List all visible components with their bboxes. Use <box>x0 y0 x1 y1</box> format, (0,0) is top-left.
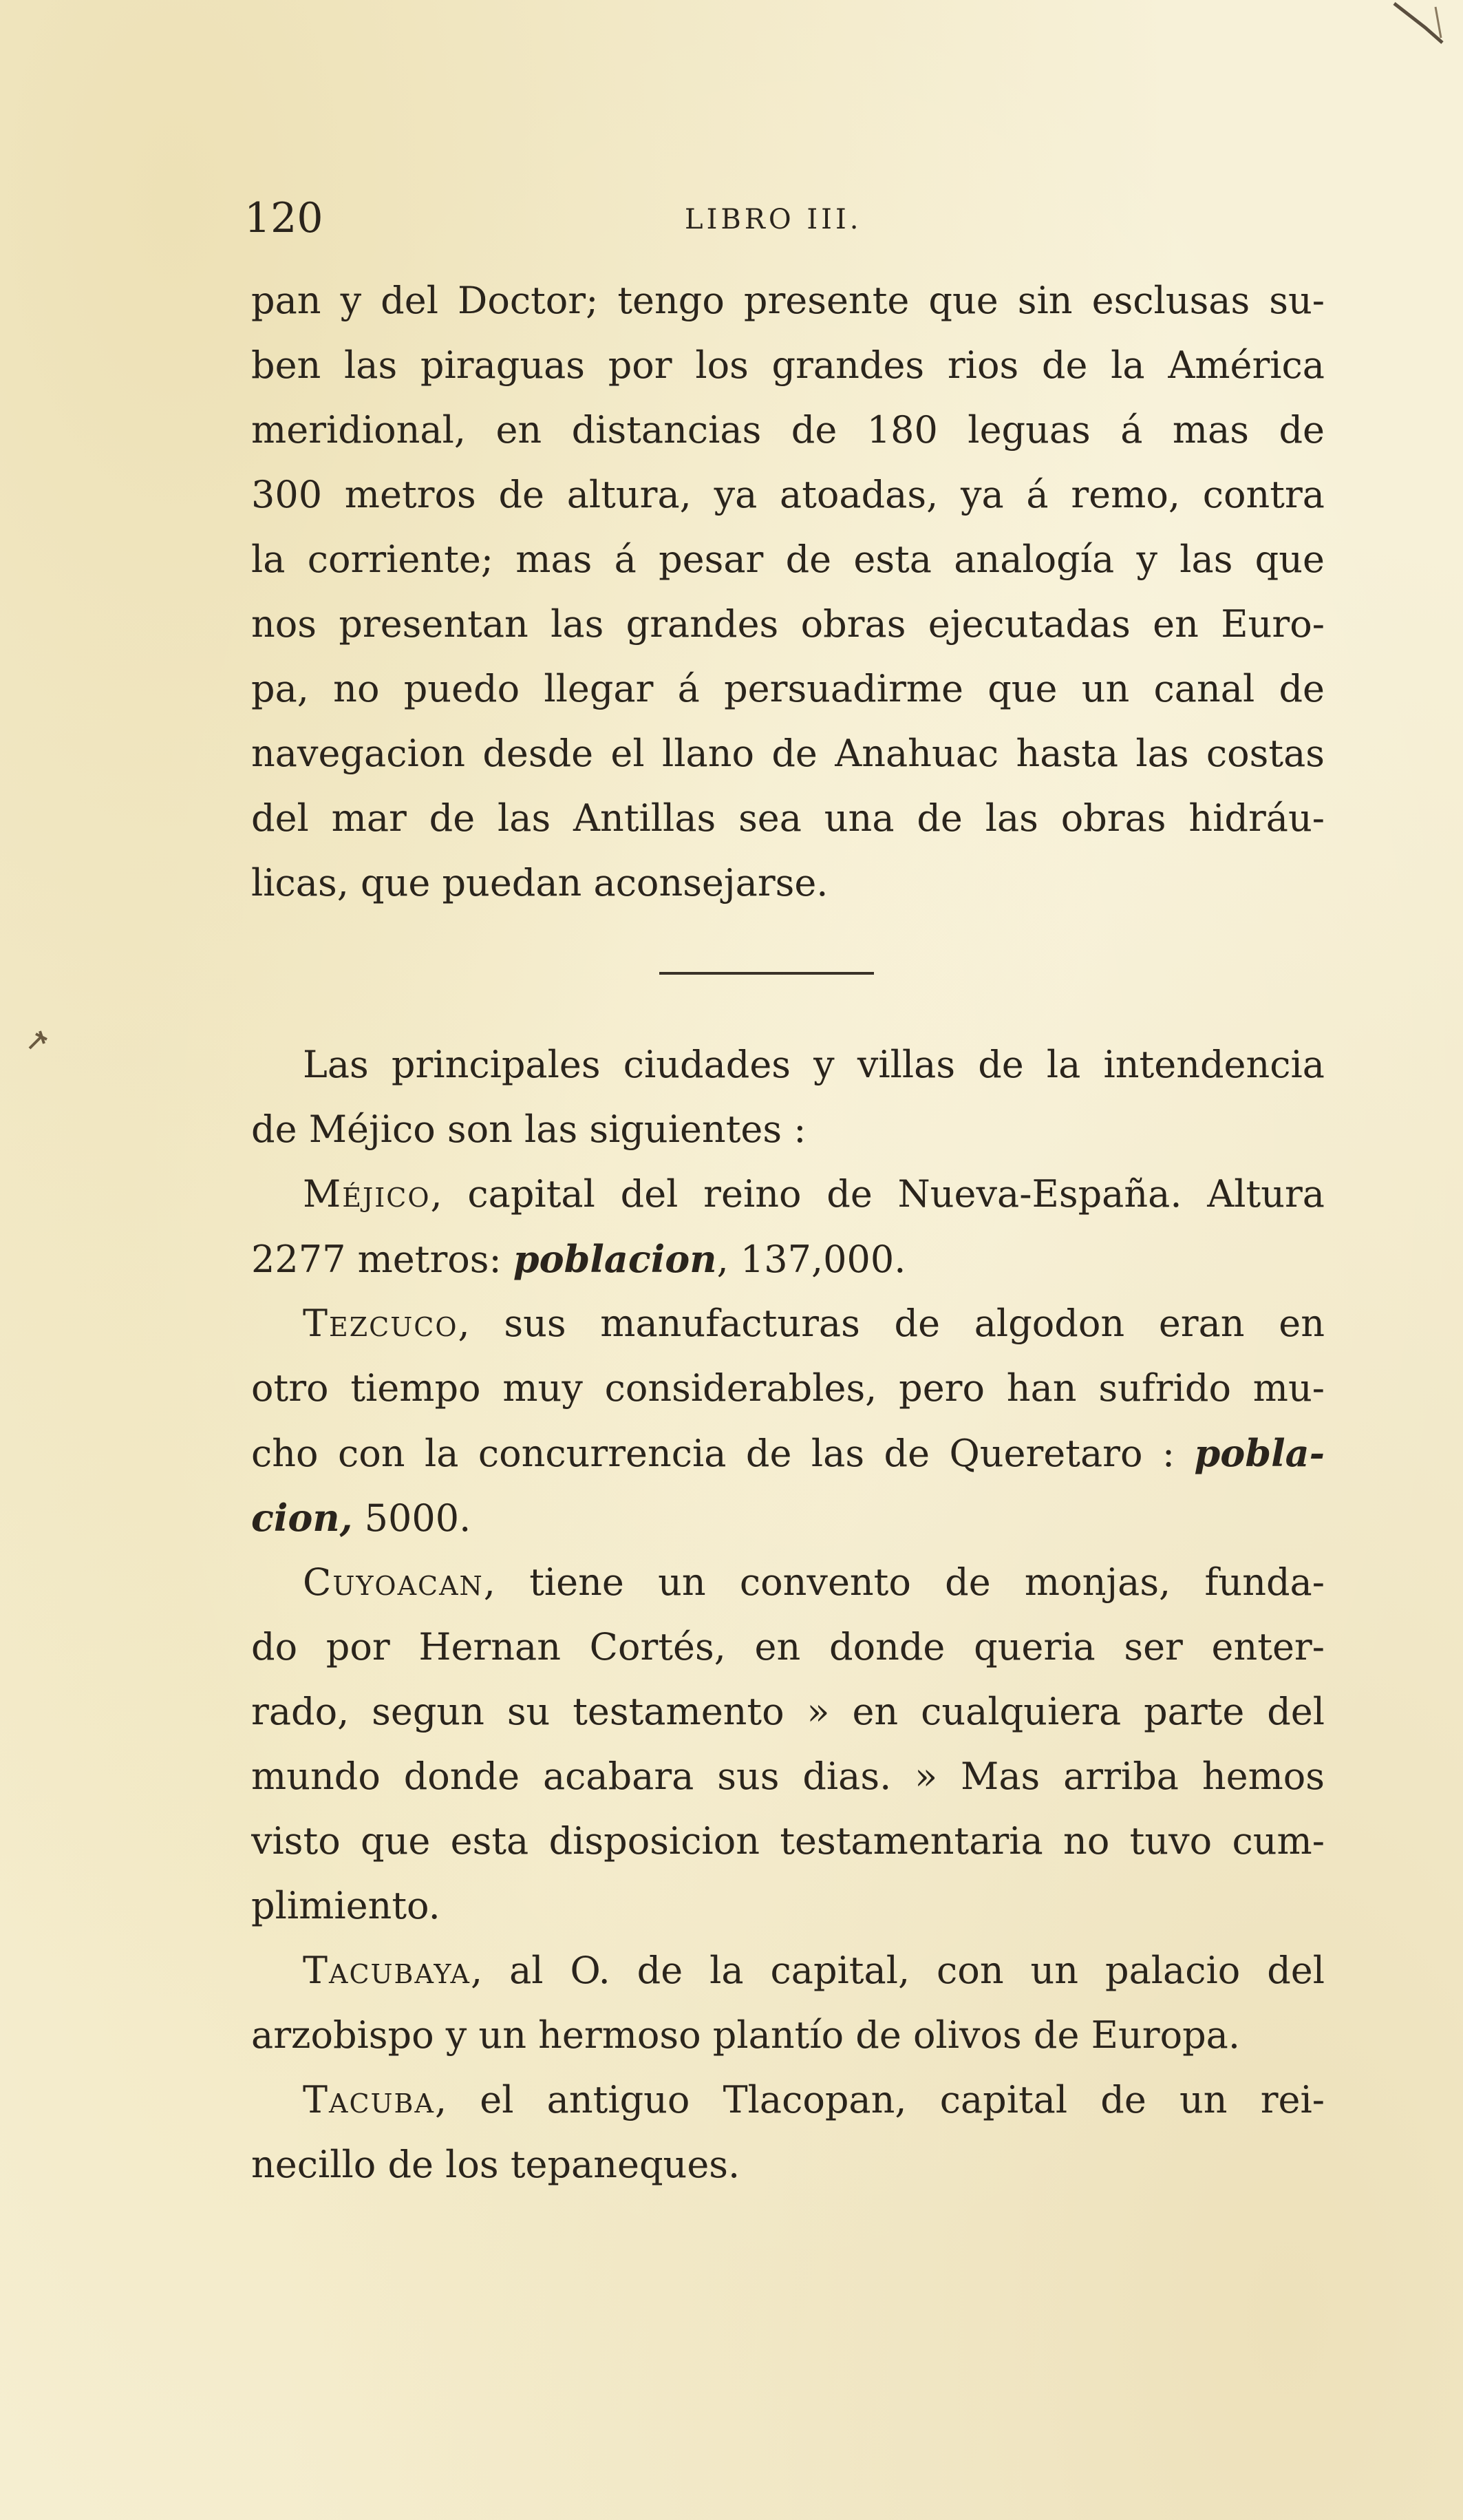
text-line: nos presentan las grandes obras ejecutadas en Euro- <box>251 602 1325 646</box>
text-span: , tiene un convento de monjas, funda- <box>483 1560 1325 1604</box>
text-line <box>251 2068 1325 2132</box>
text-line <box>251 1421 1325 1485</box>
city-name: Tacuba <box>303 2078 435 2121</box>
city-name: Méjico <box>303 1172 431 1216</box>
text-line <box>251 1227 1325 1291</box>
city-name: Tacubaya <box>303 1949 471 1992</box>
text-line: 300 metros de altura, ya atoadas, ya á remo, contra <box>251 473 1325 516</box>
text-span: , capital del reino de Nueva-España. Altura <box>430 1172 1325 1216</box>
text-line: licas, que puedan aconsejarse. <box>251 861 829 904</box>
running-head: LIBRO III. <box>685 204 862 235</box>
population-value: 5000. <box>352 1496 471 1540</box>
text-line: arzobispo y un hermoso plantío de olivos de Europa. <box>251 2013 1241 2057</box>
text-span: , sus manufacturas de algodon eran en <box>458 1302 1325 1345</box>
text-line: visto que esta disposicion testamentaria no tuvo cum- <box>251 1819 1325 1863</box>
page-number: 120 <box>244 194 323 242</box>
text-line: ben las piraguas por los grandes rios de la América <box>251 343 1325 387</box>
entry-cuyoacan <box>251 1550 1325 1938</box>
text-line: pan y del Doctor; tengo presente que sin esclusas su- <box>251 279 1325 322</box>
text-line: pa, no puedo llegar á persuadirme que un canal de <box>251 667 1325 710</box>
entry-mejico <box>251 1162 1325 1291</box>
text-line: rado, segun su testamento » en cualquiera parte del <box>251 1690 1325 1733</box>
text-line: de Méjico son las siguientes : <box>251 1108 807 1151</box>
population-label: cion <box>251 1496 340 1540</box>
city-name: Cuyoacan <box>303 1560 484 1604</box>
text-line: la corriente; mas á pesar de esta analogía y las que <box>251 538 1325 581</box>
text-line: navegacion desde el llano de Anahuac hasta las costas <box>251 732 1325 775</box>
entry-tacubaya <box>251 1938 1325 2068</box>
text-span: , al O. de la capital, con un palacio del <box>470 1949 1325 1992</box>
text-line <box>251 1550 1325 1615</box>
page-body <box>251 268 1325 2197</box>
entry-tezcuco <box>251 1291 1325 1550</box>
entry-tacuba <box>251 2068 1325 2197</box>
text-line <box>251 1162 1325 1227</box>
section-divider <box>659 972 874 975</box>
text-line: otro tiempo muy considerables, pero han sufrido mu- <box>251 1366 1325 1410</box>
text-line: cion, 5000. <box>251 1496 471 1540</box>
text-line: del mar de las Antillas sea una de las obras hidráu- <box>251 796 1325 840</box>
population-value: , 137,000. <box>716 1238 906 1281</box>
paragraph-intro <box>251 1033 1325 1162</box>
text-line: Las principales ciudades y villas de la intendencia <box>303 1043 1325 1086</box>
text-line: meridional, en distancias de 180 leguas á mas de <box>251 408 1325 452</box>
corner-tear-mark <box>1387 0 1449 48</box>
population-label: pobla- <box>1194 1431 1325 1475</box>
text-span: 2277 metros: <box>251 1238 513 1281</box>
city-name: Tezcuco <box>303 1302 458 1345</box>
text-span: , el antiguo Tlacopan, capital de un rei- <box>434 2078 1325 2121</box>
text-line: mundo donde acabara sus dias. » Mas arriba hemos <box>251 1755 1325 1798</box>
population-label: poblacion <box>513 1237 717 1281</box>
text-line: necillo de los tepaneques. <box>251 2143 740 2186</box>
text-line: plimiento. <box>251 1884 440 1927</box>
text-span: cho con la concurrencia de las de Queretaro : <box>251 1432 1195 1475</box>
margin-ink-mark <box>26 1024 61 1052</box>
text-line <box>251 1938 1325 2003</box>
text-line <box>251 1291 1325 1356</box>
paragraph-canal <box>251 268 1325 915</box>
page-header <box>244 194 1325 242</box>
text-line: do por Hernan Cortés, en donde queria ser enter- <box>251 1625 1325 1669</box>
